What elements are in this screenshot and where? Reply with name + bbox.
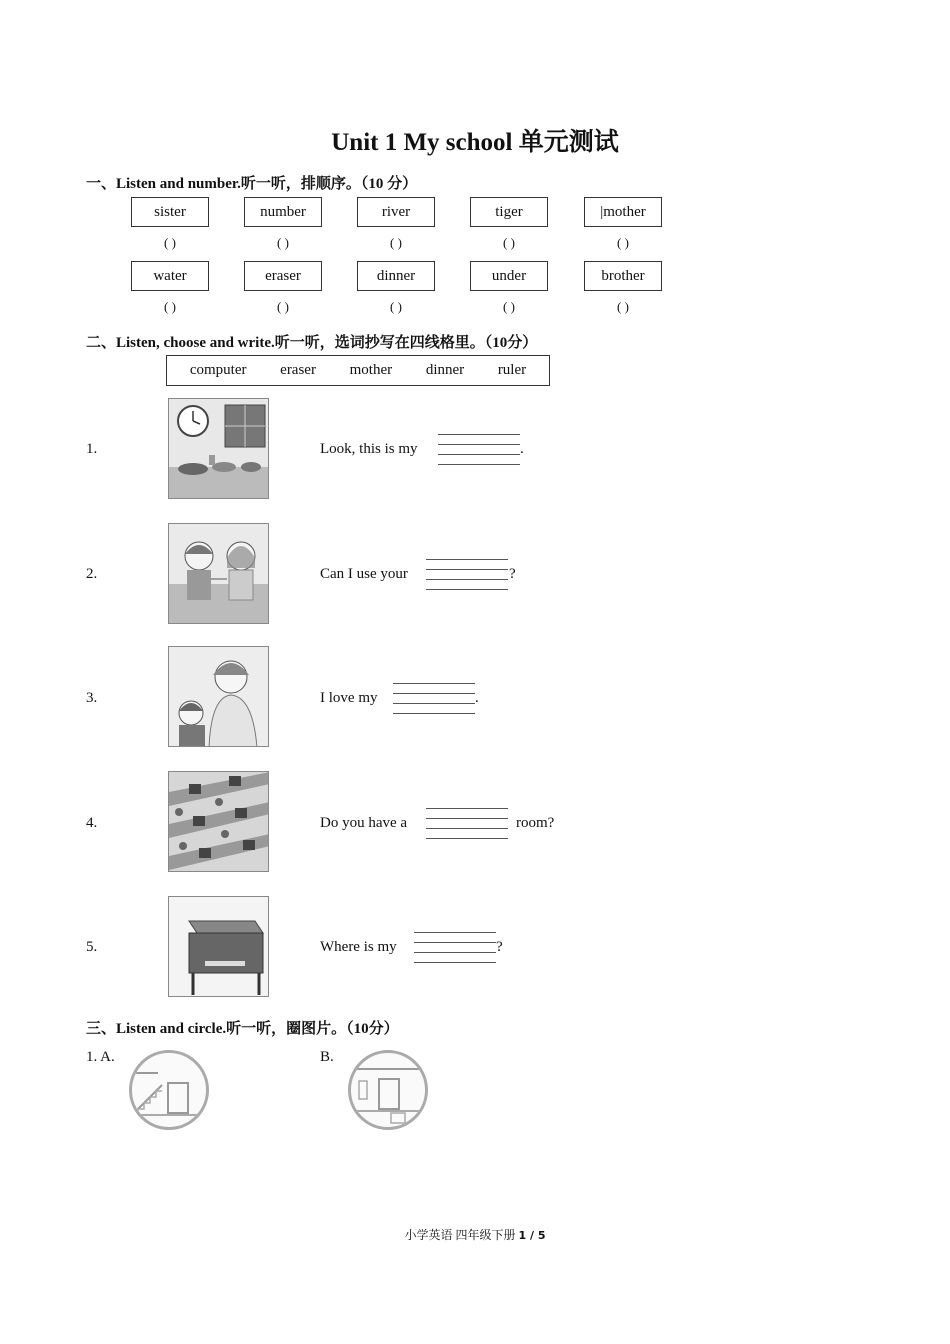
word-bank xyxy=(166,355,550,386)
question-number: 3. xyxy=(86,690,98,706)
word-box: dinner xyxy=(357,261,435,291)
option-a-picture[interactable] xyxy=(129,1050,209,1130)
question-sentence xyxy=(320,566,408,583)
four-line-grid[interactable] xyxy=(438,434,520,465)
option-b-picture[interactable] xyxy=(348,1050,428,1130)
footer-text: 小学英语 四年级下册 xyxy=(404,1228,516,1242)
sentence-text: Do you have a xyxy=(320,815,408,831)
word-bank-item: ruler xyxy=(497,362,527,378)
answer-parentheses[interactable]: ( ) xyxy=(390,235,402,250)
answer-parentheses[interactable]: ( ) xyxy=(503,299,515,314)
mother-and-son-picture xyxy=(168,646,269,747)
question-number: 5. xyxy=(86,939,98,955)
page-footer xyxy=(0,1226,950,1243)
sentence-ending: . xyxy=(520,441,524,457)
word-box: |mother xyxy=(584,197,662,227)
word-bank-item: computer xyxy=(189,362,247,378)
answer-parentheses[interactable]: ( ) xyxy=(617,299,629,314)
answer-parentheses[interactable]: ( ) xyxy=(503,235,515,250)
sentence-ending: . xyxy=(475,690,479,706)
word-bank-item: dinner xyxy=(425,362,465,378)
word-box: tiger xyxy=(470,197,548,227)
page-title: Unit 1 My school 单元测试 xyxy=(331,129,619,156)
word-box: sister xyxy=(131,197,209,227)
question-number: 2. xyxy=(86,566,98,582)
dinner-table-picture xyxy=(168,398,269,499)
computer-room-picture xyxy=(168,771,269,872)
section-1-heading: 一、Listen and number.听一听，排顺序。（10 分） xyxy=(86,176,418,192)
page-number: 1 / 5 xyxy=(518,1229,546,1242)
question-number: 4. xyxy=(86,815,98,831)
four-line-grid[interactable] xyxy=(426,808,508,839)
sentence-ending: room? xyxy=(516,815,555,831)
answer-parentheses[interactable]: ( ) xyxy=(277,235,289,250)
answer-parentheses[interactable]: ( ) xyxy=(390,299,402,314)
sentence-ending: ? xyxy=(509,566,516,582)
question-sentence xyxy=(320,815,407,832)
two-children-picture xyxy=(168,523,269,624)
word-box: brother xyxy=(584,261,662,291)
sentence-text: I love my xyxy=(320,690,378,706)
word-box: number xyxy=(244,197,322,227)
option-a-label: 1. A. xyxy=(86,1049,115,1065)
word-box: water xyxy=(131,261,209,291)
sentence-text: Can I use your xyxy=(320,566,408,582)
word-bank-item: mother xyxy=(349,362,393,378)
answer-parentheses[interactable]: ( ) xyxy=(277,299,289,314)
section-3-heading: 三、Listen and circle.听一听，圈图片。（10分） xyxy=(86,1021,399,1037)
sentence-text: Where is my xyxy=(320,939,397,955)
question-sentence xyxy=(320,441,418,458)
question-sentence xyxy=(320,690,378,707)
option-b-label: B. xyxy=(320,1049,334,1065)
section-2-heading: 二、Listen, choose and write.听一听，选词抄写在四线格里。（10分） xyxy=(86,335,538,351)
desk-picture xyxy=(168,896,269,997)
four-line-grid[interactable] xyxy=(393,683,475,714)
four-line-grid[interactable] xyxy=(414,932,496,963)
word-box: under xyxy=(470,261,548,291)
sentence-text: Look, this is my xyxy=(320,441,418,457)
four-line-grid[interactable] xyxy=(426,559,508,590)
word-box: river xyxy=(357,197,435,227)
answer-parentheses[interactable]: ( ) xyxy=(164,299,176,314)
question-number: 1. xyxy=(86,441,98,457)
word-box: eraser xyxy=(244,261,322,291)
word-bank-item: eraser xyxy=(280,362,316,378)
answer-parentheses[interactable]: ( ) xyxy=(164,235,176,250)
answer-parentheses[interactable]: ( ) xyxy=(617,235,629,250)
question-sentence xyxy=(320,939,397,956)
sentence-ending: ? xyxy=(496,939,503,955)
